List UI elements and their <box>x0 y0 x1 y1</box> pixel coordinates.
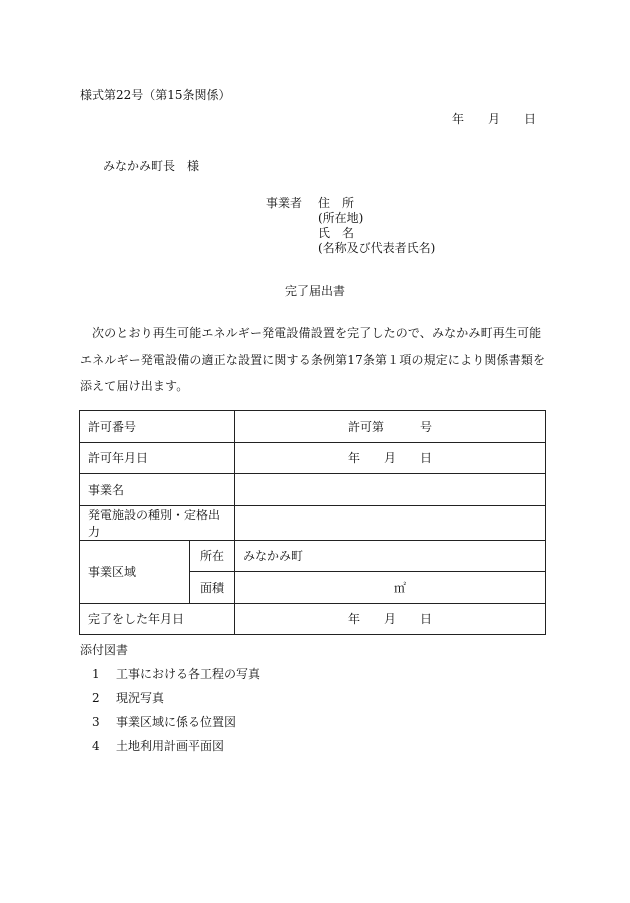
applicant-label: 事業者 <box>266 196 303 210</box>
year-label: 年 <box>452 112 465 126</box>
permit-year-label: 年 <box>347 451 360 466</box>
location-field[interactable]: みなかみ町 <box>235 540 546 572</box>
name-label: 氏 名 <box>318 226 355 240</box>
table-row-permit-number <box>80 411 546 443</box>
completion-date-label: 完了をした年月日 <box>80 603 235 635</box>
permit-number-prefix: 許可第 <box>347 419 384 434</box>
attachment-number: 3 <box>92 715 100 729</box>
facility-field[interactable] <box>235 505 546 540</box>
list-item <box>92 662 260 686</box>
submission-date <box>452 110 536 127</box>
attachment-text: 土地利用計画平面図 <box>116 739 225 753</box>
table-row-location <box>80 540 546 572</box>
permit-day-label: 日 <box>420 451 433 466</box>
list-item <box>92 734 260 758</box>
permit-month-label: 月 <box>384 451 397 466</box>
body-paragraph: 次のとおり再生可能エネルギー発電設備設置を完了したので、みなかみ町再生可能エネルギー発電設備の適正な設置に関する条例第17条第１項の規定により関係書類を添えて届け出ます。 <box>80 326 546 393</box>
permit-date-field[interactable] <box>235 442 546 474</box>
list-item <box>92 686 260 710</box>
completion-year-label: 年 <box>347 612 360 627</box>
document-title: 完了届出書 <box>284 284 345 298</box>
attachment-number: 4 <box>92 739 100 753</box>
size-unit: ㎡ <box>394 580 407 595</box>
attachment-text: 現況写真 <box>116 691 165 705</box>
location-label: 所在 <box>190 540 235 572</box>
completion-day-label: 日 <box>420 612 433 627</box>
project-name-field[interactable] <box>235 474 546 506</box>
attachment-text: 事業区域に係る位置図 <box>116 715 237 729</box>
day-label: 日 <box>524 112 537 126</box>
month-label: 月 <box>488 112 501 126</box>
attachments-title: 添付図書 <box>80 643 129 657</box>
list-item <box>92 710 260 734</box>
completion-info-table <box>79 410 546 635</box>
name-sub-label: (名称及び代表者氏名) <box>318 241 436 255</box>
attachment-number: 2 <box>92 691 100 705</box>
table-row-permit-date <box>80 442 546 474</box>
table-row-project-name <box>80 474 546 506</box>
permit-number-field[interactable] <box>235 411 546 443</box>
completion-date-field[interactable] <box>235 603 546 635</box>
project-area-label: 事業区域 <box>80 540 190 603</box>
address-sub-label: (所在地) <box>318 211 364 225</box>
attachment-number: 1 <box>92 667 100 681</box>
size-label: 面積 <box>190 572 235 604</box>
facility-label: 発電施設の種別・定格出力 <box>80 505 235 540</box>
form-number: 様式第22号（第15条関係） <box>80 88 231 102</box>
attachment-text: 工事における各工程の写真 <box>116 667 261 681</box>
project-name-label: 事業名 <box>80 474 235 506</box>
table-row-facility <box>80 505 546 540</box>
permit-number-label: 許可番号 <box>80 411 235 443</box>
address-label: 住 所 <box>318 196 355 210</box>
attachments-list <box>92 662 260 758</box>
table-row-completion-date <box>80 603 546 635</box>
permit-number-suffix: 号 <box>420 419 433 434</box>
applicant-block <box>266 196 435 256</box>
completion-month-label: 月 <box>384 612 397 627</box>
size-field[interactable] <box>235 572 546 604</box>
permit-date-label: 許可年月日 <box>80 442 235 474</box>
addressee: みなかみ町長 様 <box>103 159 200 173</box>
